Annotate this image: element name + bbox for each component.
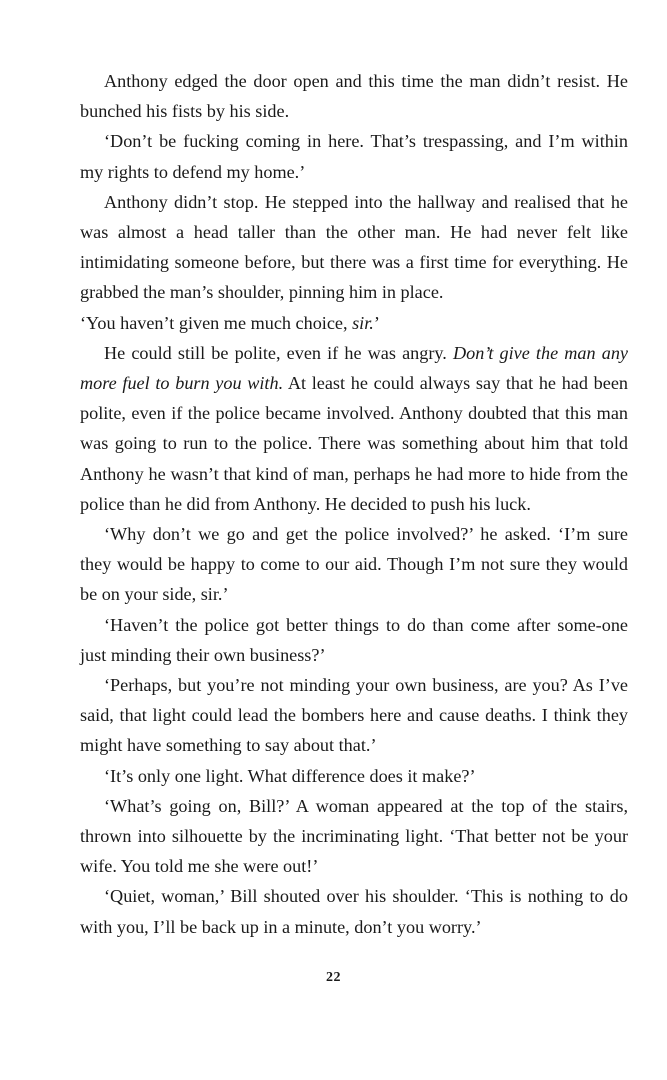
paragraph: Anthony didn’t stop. He stepped into the hallway and realised that he was almost a head taller than the other man. He had never felt like intimidating someone before, but there was a first time for everything. He grabbed the man’s shoulder, pinning him in place.: [80, 191, 628, 303]
paragraph: ‘Perhaps, but you’re not minding your own business, are you? As I’ve said, that light could lead the bombers here and cause deaths. I think they might have something to say about that.’: [80, 675, 628, 756]
italic-text: sir.: [352, 312, 374, 333]
paragraph: Anthony edged the door open and this time the man didn’t resist. He bunched his fists by his side.: [80, 71, 628, 122]
italic-text: Don’t give the man any more fuel to burn you with.: [80, 342, 628, 394]
paragraph: ‘Why don’t we go and get the police involved?’ he asked. ‘I’m sure they would be happy to come to our aid. Though I’m not sure they would be on your side, sir.’: [80, 524, 628, 605]
paragraph: ‘Haven’t the police got better things to do than come after some-one just minding their own business?’: [80, 614, 628, 665]
paragraph-text: ’: [373, 312, 380, 333]
paragraph: ‘Don’t be fucking coming in here. That’s trespassing, and I’m within my rights to defend my home.’: [80, 131, 628, 182]
paragraph-text: At least he could always say that he had been polite, even if the police became involved. Anthony doubted that this man was going to run to the police. There was something about him that told Anthony he wasn’t that kind of man, perhaps he had more to hide from the police than he did from Anthony. He decided to push his luck.: [80, 373, 628, 514]
paragraph: ‘Quiet, woman,’ Bill shouted over his shoulder. ‘This is nothing to do with you, I’ll be back up in a minute, don’t you worry.’: [80, 886, 628, 937]
paragraph: [80, 308, 628, 338]
paragraph: [80, 338, 628, 519]
body-text: [80, 66, 628, 942]
paragraph: ‘What’s going on, Bill?’ A woman appeared at the top of the stairs, thrown into silhouette by the incriminating light. ‘That better not be your wife. You told me she were out!’: [80, 795, 628, 877]
paragraph-text: ‘You haven’t given me much choice,: [80, 312, 353, 333]
paragraph-text: He could still be polite, even if he was angry.: [104, 342, 453, 363]
paragraph: ‘It’s only one light. What difference does it make?’: [104, 765, 476, 786]
page-number: 22: [326, 970, 341, 985]
